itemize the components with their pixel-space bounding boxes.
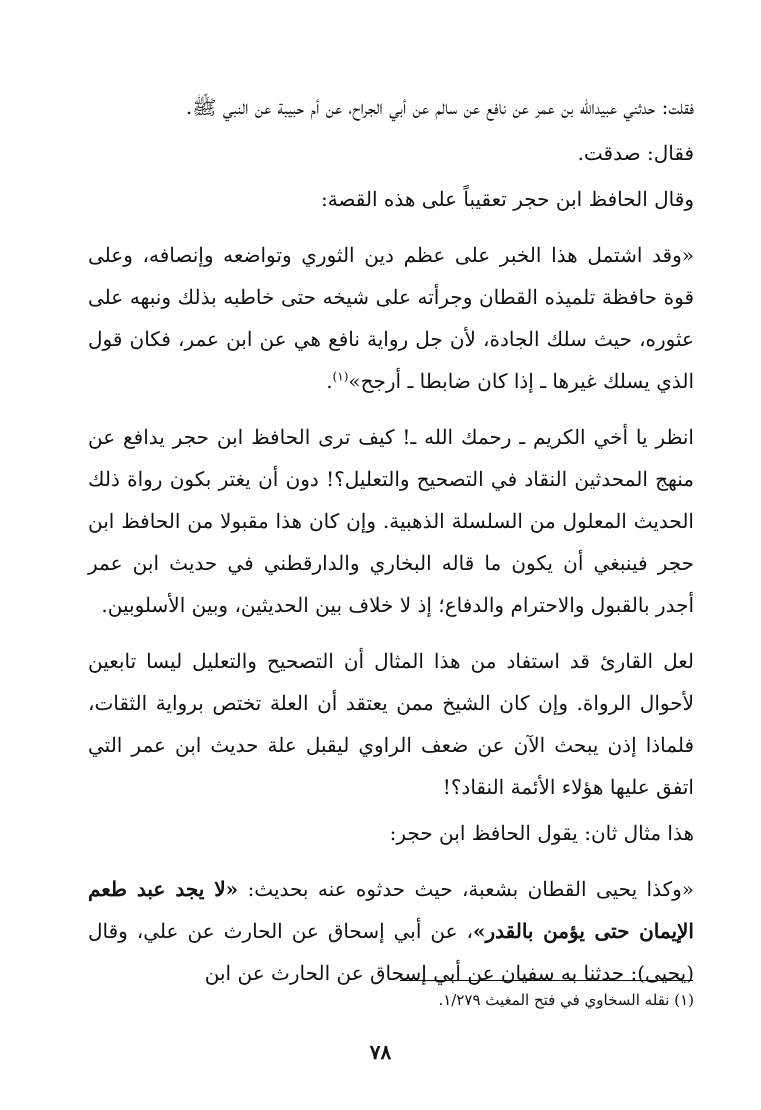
quote-start: «وكذا يحيى القطان بشعبة، حيث حدثوه عنه بحديث:: [238, 877, 694, 901]
paragraph-3: وقال الحافظ ابن حجر تعقيباً على هذه القصة:: [320, 187, 694, 211]
paragraph-6: لعل القارئ قد استفاد من هذا المثال أن التصحيح والتعليل ليسا تابعين لأحوال الرواة. وإن كان الشيخ ممن يعتقد أن العلة تختص برواية الثقات، فلماذا إذن يبحث الآن عن ضعف الراوي ليقبل علة حديث ابن عمر التي اتفق عليها هؤلاء الأئمة النقاد؟!: [88, 649, 694, 799]
footnote-divider: [400, 980, 693, 981]
paragraph-2: فقال: صدقت.: [577, 141, 694, 165]
paragraph-5: انظر يا أخي الكريم ـ رحمك الله ـ! كيف ترى الحافظ ابن حجر يدافع عن منهج المحدثين النقاد في التصحيح والتعليل؟! دون أن يغتر بكون رواة ذلك الحديث المعلول من السلسلة الذهبية. وإن كان هذا مقبولا من الحافظ ابن حجر فينبغي أن يكون ما قاله البخاري والدارقطني في حديث ابن عمر أجدر بالقبول والاحترام والدفاع؛ إذ لا خلاف بين الحديثين، وبين الأسلوبين.: [88, 425, 694, 617]
quote-continuation: ، عن أبي إسحاق عن الحارث عن علي، وقال (يحيى): حدثنا به سفيان عن أبي إسحاق عن الحارث عن ابن: [88, 919, 694, 985]
quote-text: «وقد اشتمل هذا الخبر على عظم دين الثوري وتواضعه وإنصافه، وعلى قوة حافظة تلميذه القطان وجرأته على شيخه حتى خاطبه بذلك ونبهه على عثوره، حيث سلك الجادة، لأن جل رواية نافع هي عن ابن عمر، فكان قول الذي يسلك غيرها ـ إذا كان ضابطا ـ أرجح»: [88, 243, 694, 393]
page-body: [88, 86, 694, 994]
footnote-reference: (١): [332, 369, 349, 384]
hadith-text: «لا يجد عبد طعم الإيمان حتى يؤمن بالقدر»: [88, 877, 694, 943]
paragraph-7: هذا مثال ثان: يقول الحافظ ابن حجر:: [389, 821, 694, 845]
paragraph-8-quote: [88, 868, 694, 994]
quote-end: .: [326, 369, 333, 393]
footnote: (١) نقله السخاوي في فتح المغيث ١/٢٧٩.: [438, 991, 694, 1009]
paragraph-1: فقلت: حدثني عبيدالله بن عمر عن نافع عن سالم عن أبي الجراح، عن أم حبيبة عن النبي ﷺ.: [185, 95, 694, 119]
paragraph-4-quote: [88, 234, 694, 402]
page-number: ٧٨: [369, 1040, 392, 1064]
